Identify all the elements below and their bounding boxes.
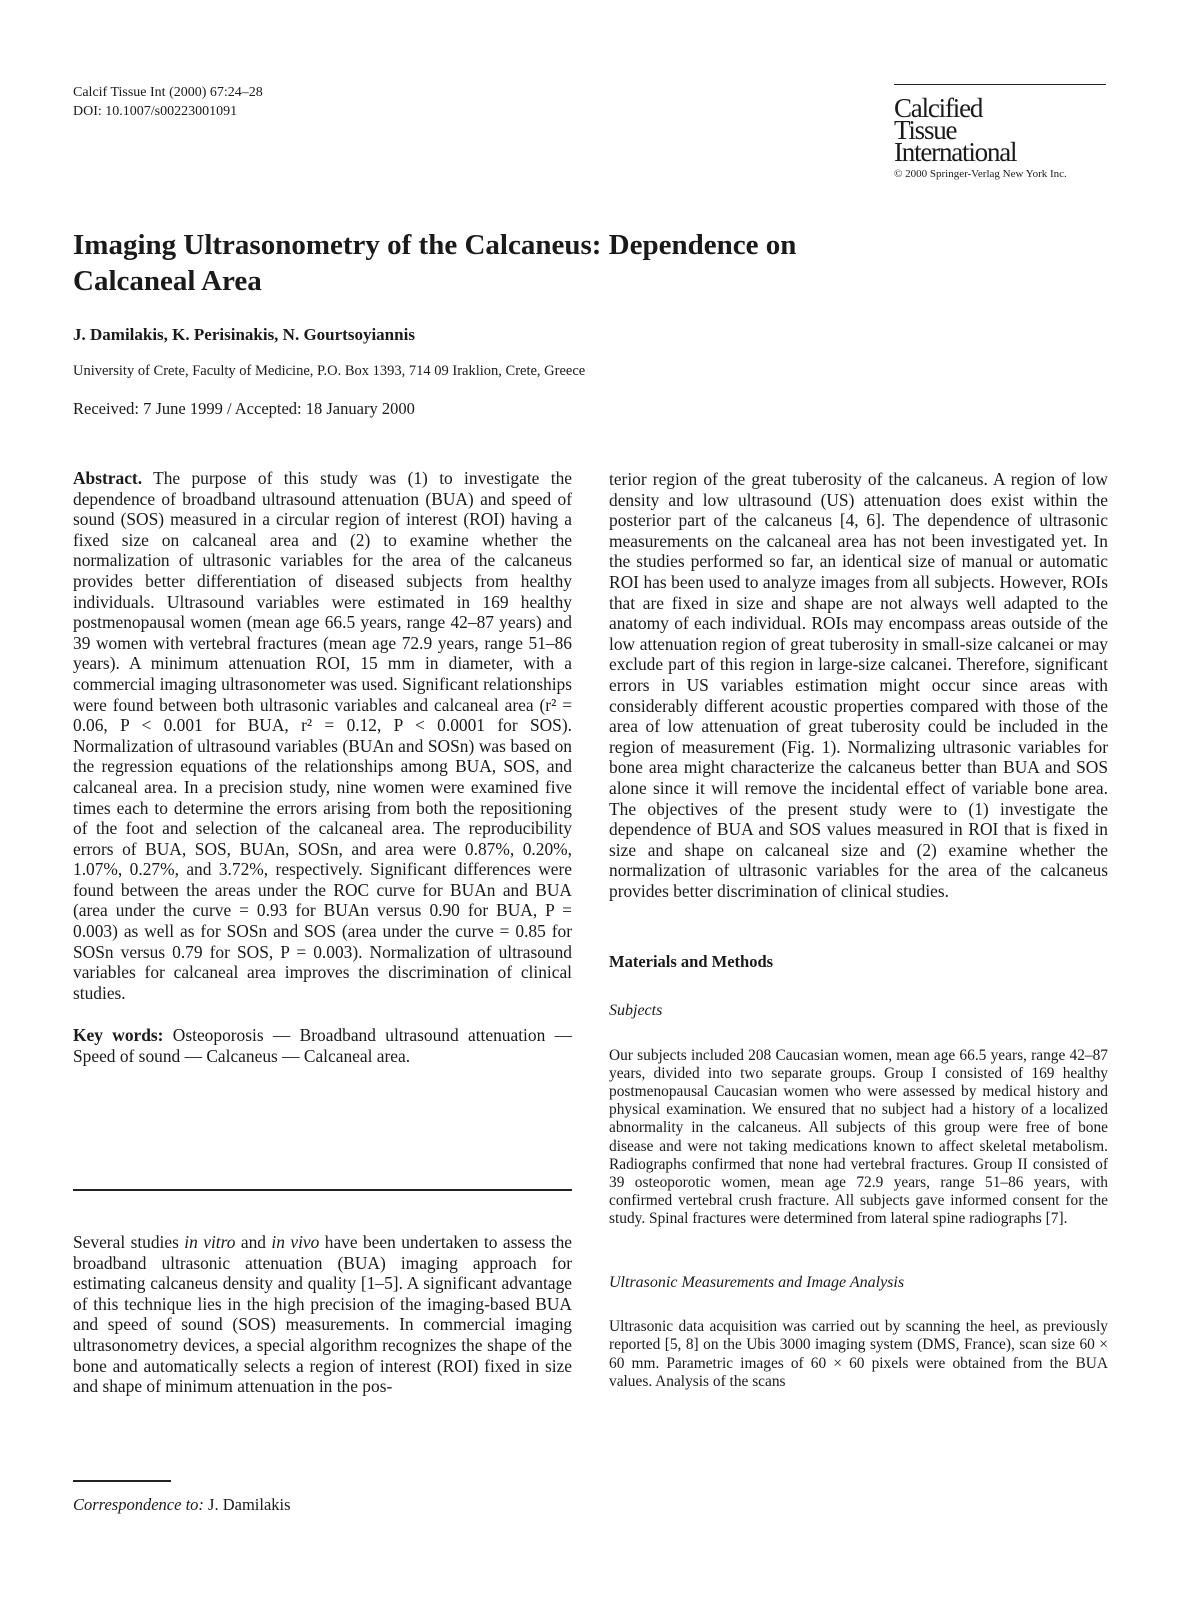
copyright: © 2000 Springer-Verlag New York Inc. <box>894 168 1067 180</box>
intro-text-3: have been undertaken to assess the broadband ultrasonic attenuation (BUA) imaging approach for estimating calcaneus density and quality [1–5]. A significant advantage of this technique lies in the high precision of the imaging-based BUA and speed of sound (SOS) measurements. In commercial imaging ultrasonometry devices, a special algorithm recognizes the shape of the bone and automatically selects a region of interest (ROI) fixed in size and shape of minimum attenuation in the pos- <box>73 1232 573 1397</box>
received-dates: Received: 7 June 1999 / Accepted: 18 January 2000 <box>73 399 415 418</box>
introduction <box>73 1232 572 1397</box>
doi: DOI: 10.1007/s00223001091 <box>73 104 238 119</box>
intro-italic-2: in vivo <box>271 1232 320 1252</box>
correspondence <box>73 1495 291 1515</box>
citation-block <box>73 83 263 121</box>
keywords-label: Key words: <box>73 1025 164 1046</box>
ultrasonic-heading: Ultrasonic Measurements and Image Analysis <box>609 1273 905 1291</box>
abstract-label: Abstract. <box>73 468 143 488</box>
authors: J. Damilakis, K. Perisinakis, N. Gourtsoyiannis <box>73 325 415 344</box>
title-line-2: Calcaneal Area <box>73 265 262 297</box>
ultrasonic-text: Ultrasonic data acquisition was carried out by scanning the heel, as previously reported [5, 8] on the Ubis 3000 imaging system (DMS, France), scan size 60 × 60 mm. Parametric images of 60 × 60 pixels were obtained from the BUA values. Analysis of the scans <box>609 1318 1108 1390</box>
title-line-1: Imaging Ultrasonometry of the Calcaneus: Dependence on <box>73 229 797 261</box>
subjects-text: Our subjects included 208 Caucasian women, mean age 66.5 years, range 42–87 years, divided into two separate groups. Group I consisted of 169 healthy postmenopausal Caucasian women who were assessed by medical history and physical examination. We ensured that no subject had a history of a localized abnormality in the calcaneus. All subjects of this group were free of bone disease and were not taking medications known to affect skeletal metabolism. Radiographs confirmed that none had vertebral fractures. Group II consisted of 39 osteoporotic women, mean age 72.9 years, range 51–86 years, with confirmed vertebral crush fracture. All subjects gave informed consent for the study. Spinal fractures were determined from lateral spine radiographs [7]. <box>609 1046 1108 1228</box>
abstract <box>73 468 572 1003</box>
subjects-heading: Subjects <box>609 1002 663 1020</box>
correspondence-name: J. Damilakis <box>208 1495 291 1514</box>
intro-text-2: and <box>235 1232 272 1252</box>
intro-text-1: Several studies <box>73 1232 185 1252</box>
journal-name-line-1: Calcified <box>894 93 983 123</box>
affiliation: University of Crete, Faculty of Medicine, P.O. Box 1393, 714 09 Iraklion, Crete, Greece <box>73 363 586 379</box>
journal-name-line-2: Tissue <box>894 115 957 145</box>
intro-continued: terior region of the great tuberosity of the calcaneus. A region of low density and low ultrasound (US) attenuation does exist within the posterior part of the calcaneus [4, 6]. The dependence of ultrasonic measurements on the calcaneal area has not been investigated yet. In the studies performed so far, an identical size of manual or automatic ROI has been used to analyze images from all subjects. However, ROIs that are fixed in size and shape are not always well adapted to the anatomy of each individual. ROIs may encompass areas outside of the low attenuation region of great tuberosity in small-size calcanei or may exclude part of this region in large-size calcanei. Therefore, significant errors in US variables estimation might occur since areas with considerably different acoustic properties compared with those of the area of low attenuation of great tuberosity could be included in the region of measurement (Fig. 1). Normalizing ultrasonic variables for bone area might characterize the calcaneus better than BUA and SOS alone since it will remove the incidental effect of variable bone area. The objectives of the present study were to (1) investigate the dependence of BUA and SOS values measured in ROI that is fixed in size and shape on calcaneal size and (2) examine whether the normalization of ultrasonic variables for the area of the calcaneus provides better discrimination of clinical studies. <box>609 469 1108 901</box>
journal-citation: Calcif Tissue Int (2000) 67:24–28 <box>73 85 263 100</box>
abstract-divider <box>73 1189 572 1191</box>
ultrasonic-section <box>609 1318 1108 1391</box>
subjects-section <box>609 1047 1108 1229</box>
journal-name-line-3: International <box>894 137 1017 167</box>
correspondence-label: Correspondence to: <box>73 1495 204 1514</box>
article-title <box>73 227 973 299</box>
intro-paragraph <box>73 1232 572 1397</box>
keywords-text: Osteoporosis — Broadband ultrasound attenuation — Speed of sound — Calcaneus — Calcaneal area. <box>73 1025 572 1067</box>
journal-logo <box>894 84 1106 180</box>
right-column <box>609 469 1108 1391</box>
methods-heading: Materials and Methods <box>609 952 774 972</box>
footnote-rule <box>73 1480 171 1482</box>
abstract-text: The purpose of this study was (1) to investigate the dependence of broadband ultrasound attenuation (BUA) and speed of sound (SOS) measured in a circular region of interest (ROI) having a fixed size on calcaneal area and (2) to examine whether the normalization of ultrasonic variables for the area of the calcaneus provides better differentiation of diseased subjects from healthy individuals. Ultrasound variables were estimated in 169 healthy postmenopausal women (mean age 66.5 years, range 42–87 years) and 39 women with vertebral fractures (mean age 72.9 years, range 51–86 years). A minimum attenuation ROI, 15 mm in diameter, with a commercial imaging ultrasonometer was used. Significant relationships were found between both ultrasonic variables and calcaneal area (r² = 0.06, P < 0.001 for BUA, r² = 0.12, P < 0.0001 for SOS). Normalization of ultrasound variables (BUAn and SOSn) was based on the regression equations of the relationships among BUA, SOS, and calcaneal area. In a precision study, nine women were examined five times each to determine the errors arising from both the repositioning of the foot and selection of the calcaneal area. The reproducibility errors of BUA, SOS, BUAn, SOSn, and area were 0.87%, 0.20%, 1.07%, 0.27%, and 3.72%, respectively. Significant differences were found between the areas under the ROC curve for BUAn and BUA (area under the curve = 0.93 for BUAn versus 0.90 for BUA, P = 0.003) as well as for SOSn and SOS (area under the curve = 0.85 for SOSn versus 0.79 for SOS, P = 0.003). Normalization of ultrasound variables for calcaneal area improves the discrimination of clinical studies. <box>73 468 572 1003</box>
intro-italic-1: in vitro <box>184 1232 236 1252</box>
abstract-section <box>73 468 572 1067</box>
keywords <box>73 1025 572 1066</box>
